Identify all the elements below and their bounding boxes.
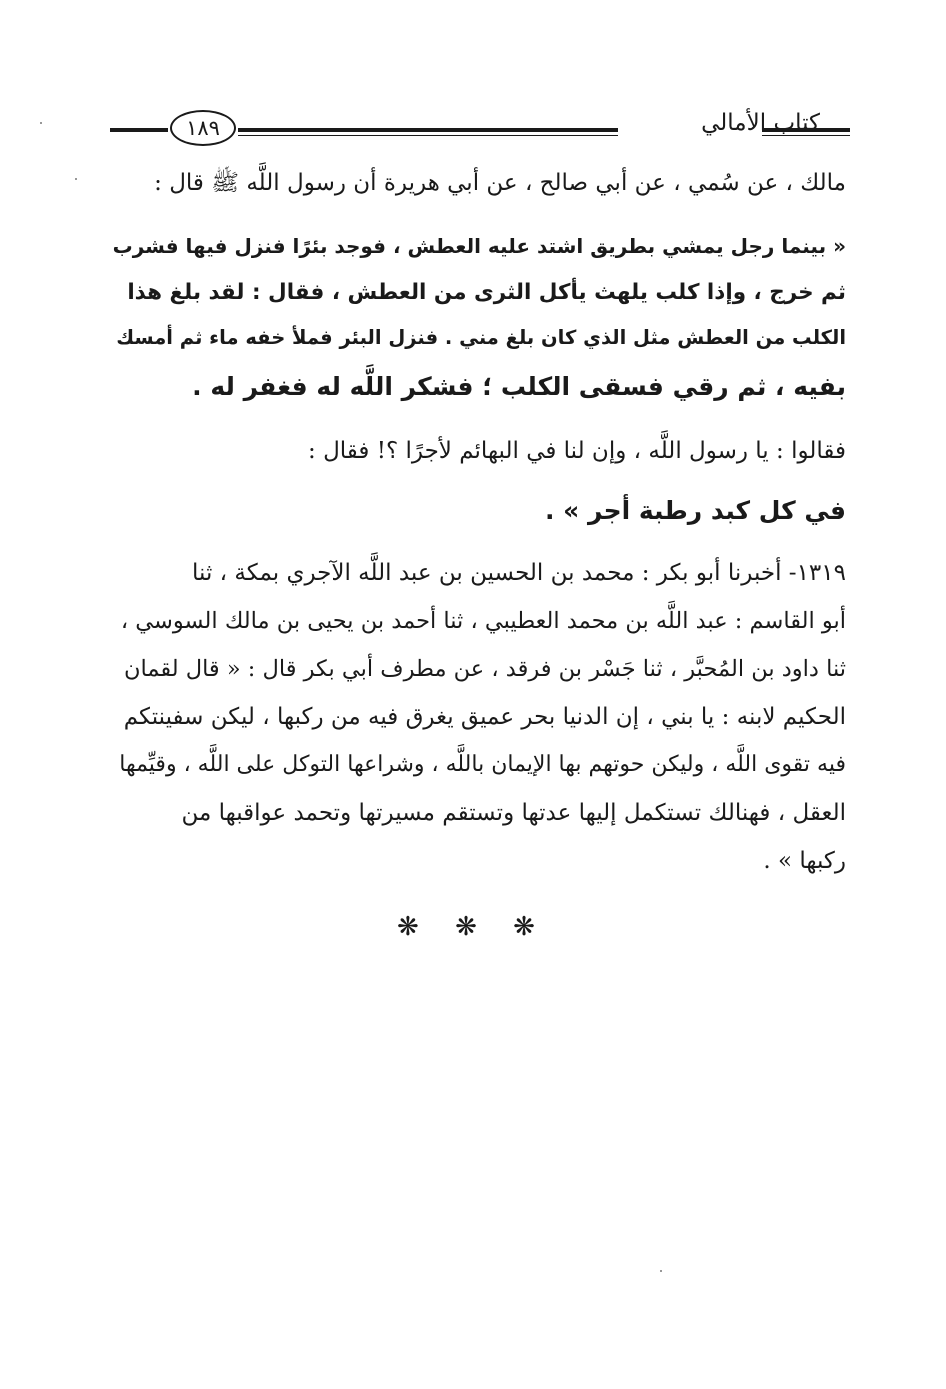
- header-rule-left: [110, 128, 168, 132]
- text-line: ثنا داود بن المُحبَّر ، ثنا جَسْر بن فرقد ، عن مطرف أبي بكر قال : « قال لقمان: [123, 656, 846, 682]
- page-body: [112, 168, 846, 968]
- scan-speck: [660, 1270, 662, 1272]
- text-line: العقل ، فهنالك تستكمل إليها عدتها وتستقم مسيرتها وتحمد عواقبها من: [181, 800, 846, 826]
- text-line: مالك ، عن سُمي ، عن أبي صالح ، عن أبي هريرة أن رسول اللَّه ﷺ قال :: [154, 170, 846, 196]
- scan-speck: [40, 122, 42, 124]
- page-number: [170, 110, 236, 146]
- header-rule-middle-thin: [238, 135, 618, 136]
- text-line: أبو القاسم : عبد اللَّه بن محمد العطيبي ، ثنا أحمد بن يحيى بن مالك السوسي ،: [120, 608, 846, 634]
- section-separator: ❋ ❋ ❋: [397, 912, 549, 942]
- hadith-line: في كل كبد رطبة أجر » .: [544, 496, 846, 525]
- text-line: الحكيم لابنه : يا بني ، إن الدنيا بحر عميق يغرق فيه من ركبها ، ليكن سفينتكم: [123, 704, 846, 730]
- page-header: [110, 104, 850, 154]
- hadith-line: الكلب من العطش مثل الذي كان بلغ مني . فنزل البئر فملأ خفه ماء ثم أمسك: [116, 326, 846, 349]
- page-number-text: ١٨٩: [186, 116, 220, 140]
- text-line: فقالوا : يا رسول اللَّه ، وإن لنا في البهائم لأجرًا ؟! فقال :: [308, 438, 846, 464]
- scan-speck: [75, 178, 77, 180]
- header-rule-middle: [238, 128, 618, 132]
- text-line: ١٣١٩- أخبرنا أبو بكر : محمد بن الحسين بن عبد اللَّه الآجري بمكة ، ثنا: [192, 560, 846, 586]
- hadith-line: « بينما رجل يمشي بطريق اشتد عليه العطش ، فوجد بئرًا فنزل فيها فشرب: [112, 234, 846, 258]
- text-line: ركبها » .: [763, 848, 846, 874]
- hadith-line: ثم خرج ، وإذا كلب يلهث يأكل الثرى من العطش ، فقال : لقد بلغ هذا: [127, 280, 846, 305]
- hadith-line: بفيه ، ثم رقي فسقى الكلب ؛ فشكر اللَّه له فغفر له .: [192, 372, 846, 401]
- book-title: كتاب الأمالي: [701, 110, 820, 136]
- text-line: فيه تقوى اللَّه ، وليكن حوتهم بها الإيمان باللَّه ، وشراعها التوكل على اللَّه ، وقيِّمها: [119, 752, 846, 777]
